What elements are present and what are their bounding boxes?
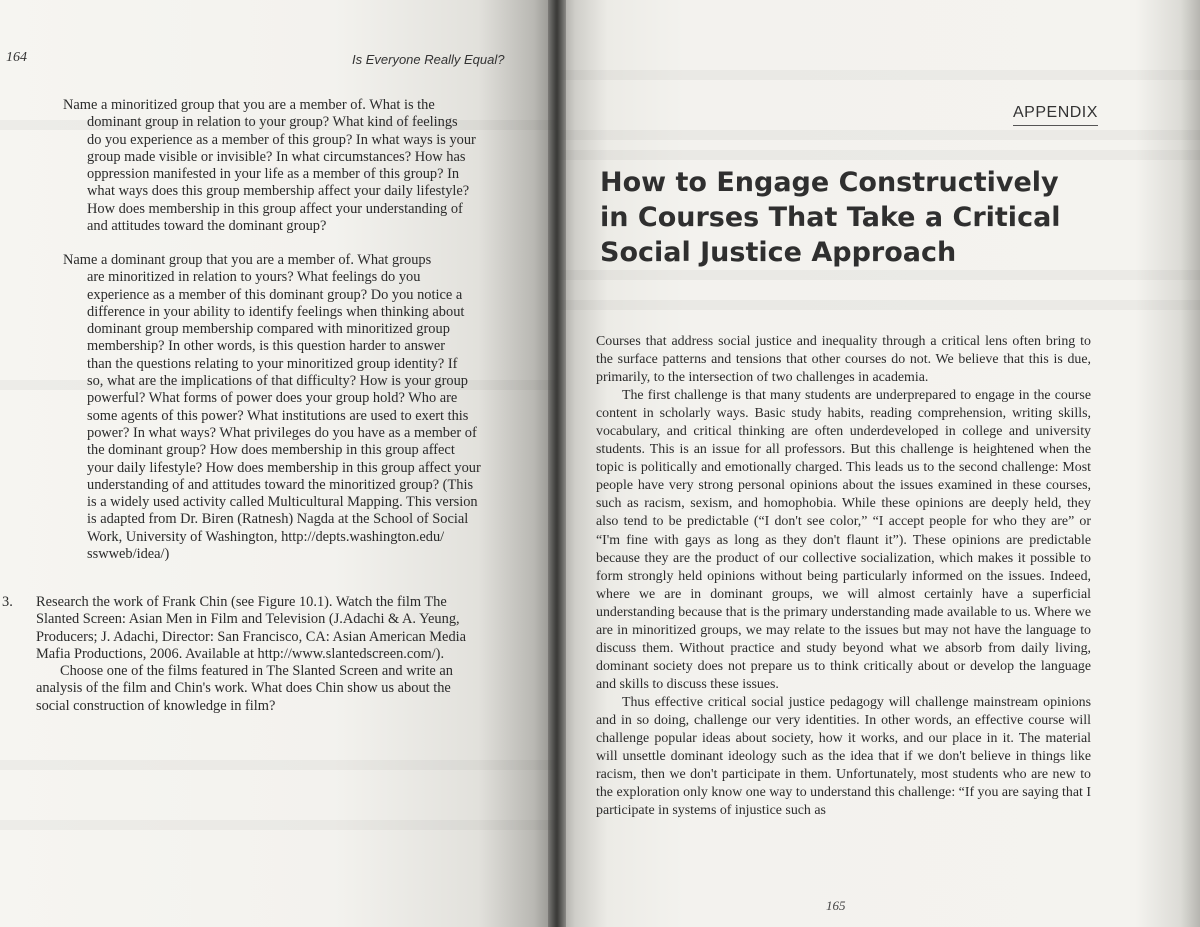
item-2-line: experience as a member of this dominant group? Do you notice a [87,286,463,303]
left-page-number: 164 [6,50,27,65]
item-2-line: is a widely used activity called Multicultural Mapping. This version [87,494,478,511]
body-text [596,333,1091,820]
book-gutter [548,0,566,927]
item-3-follow-line: social construction of knowledge in film? [36,697,276,714]
title-line: How to Engage Constructively [600,167,1059,198]
item-1-line: oppression manifested in your life as a member of this group? In [87,166,460,183]
item-2-line: powerful? What forms of power does your group hold? Who are [87,390,458,407]
item-1-line: Name a minoritized group that you are a member of. What is the [63,97,435,113]
item-2-line: so, what are the implications of that difficulty? How is your group [87,373,469,390]
item-2-line: the dominant group? How does membership in this group affect [87,442,455,459]
title-line: Social Justice Approach [600,237,957,268]
item-3-line: Research the work of Frank Chin (see Figure 10.1). Watch the film The [36,594,447,610]
item-2-line: than the questions relating to your minoritized group identity? If [87,355,458,372]
item-1-line: and attitudes toward the dominant group? [87,218,327,235]
item-2-line: membership? In other words, is this question harder to answer [87,338,446,355]
item-1-line: what ways does this group membership affect your daily lifestyle? [87,183,470,200]
item-2-line: is adapted from Dr. Biren (Ratnesh) Nagda at the School of Social [87,511,469,528]
item-2-line: understanding of and attitudes toward the minoritized group? (This [87,476,474,493]
item-1-line: do you experience as a member of this group? In what ways is your [87,131,476,148]
item-1-line: group made visible or invisible? In what circumstances? How has [87,148,466,165]
paragraph: Thus effective critical social justice pedagogy will challenge mainstream opinions and in so doing, challenge our very identities. In other words, an effective course will challenge popular ideas about society, how it works, and our place in it. The material will unsettle dominant ideology such as the idea that if we don't believe in things like racism, then we don't participate in them. Unfortunately, most students who are new to the exploration only know one way to understand this challenge: “If you are saying that I participate in systems of injustice such as [596,694,1091,819]
item-1-line: dominant group in relation to your group? What kind of feelings [87,114,458,131]
item-2-line: your daily lifestyle? How does membership in this group affect your [87,459,481,476]
item-2-line: are minoritized in relation to yours? What feelings do you [87,269,421,286]
item-2-line: some agents of this power? What institutions are used to exert this [87,407,469,424]
item-2-line: Work, University of Washington, http://depts.washington.edu/ [87,528,445,545]
paragraph: Courses that address social justice and inequality through a critical lens often bring to the surface patterns and tensions that other courses do not. We believe that this is due, primarily, to the intersection of two challenges in academia. [596,334,1091,386]
left-page [0,0,556,927]
exercise-item-2 [63,252,493,563]
running-head: Is Everyone Really Equal? [352,52,505,67]
item-2-line: difference in your ability to identify feelings when thinking about [87,303,465,320]
item-3-follow-line: Choose one of the films featured in The Slanted Screen and write an [60,663,453,680]
item-3-line: Producers; J. Adachi, Director: San Francisco, CA: Asian American Media [36,628,467,645]
chapter-title [600,165,1070,270]
item-2-line: Name a dominant group that you are a member of. What groups [63,252,432,268]
exercise-item-3 [36,594,516,715]
appendix-label: APPENDIX [1013,104,1098,126]
item-1-line: How does membership in this group affect your understanding of [87,200,463,217]
item-2-line: sswweb/idea/) [87,546,170,563]
right-page-number: 165 [826,898,846,913]
item-2-line: power? In what ways? What privileges do you have as a member of [87,424,477,441]
title-line: in Courses That Take a Critical [600,202,1061,233]
item-3-follow-line: analysis of the film and Chin's work. What does Chin show us about the [36,680,451,697]
exercise-item-1 [63,97,493,235]
item-3-line: Mafia Productions, 2006. Available at http://www.slantedscreen.com/). [36,645,445,662]
item-2-line: dominant group membership compared with minoritized group [87,321,450,338]
item-3-line: Slanted Screen: Asian Men in Film and Television (J.Adachi & A. Yeung, [36,611,460,628]
paragraph: The first challenge is that many students are underprepared to engage in the course content in scholarly ways. Basic study habits, reading comprehension, writing skills, vocabulary, and critical thinking are often underdeveloped in college and university students. This is an issue for all professors. But this challenge is heightened when the topic is politically and emotionally charged. This leads us to the second challenge: Most people have very strong personal opinions about the issues examined in these courses, such as racism, sexism, and homophobia. While these opinions are deeply held, they also tend to be predictable (“I don't see color,” “I accept people for who they are” or “I'm fine with gays as long as they don't flaunt it”). These opinions are predictable because they are the product of our collective socialization, which makes it possible to form strongly held opinions without being particularly informed on the issues. Indeed, where we are in dominant groups, we will almost certainly have a superficial understanding because that is the primary understanding made available to us. Where we are in minoritized groups, we may relate to the issues but may not have the language to discuss them. Without practice and study beyond what we absorb from daily living, dominant society does not prepare us to think critically about or develop the language and skills to discuss these issues. [596,388,1091,692]
item-3-number: 3. [2,594,13,610]
